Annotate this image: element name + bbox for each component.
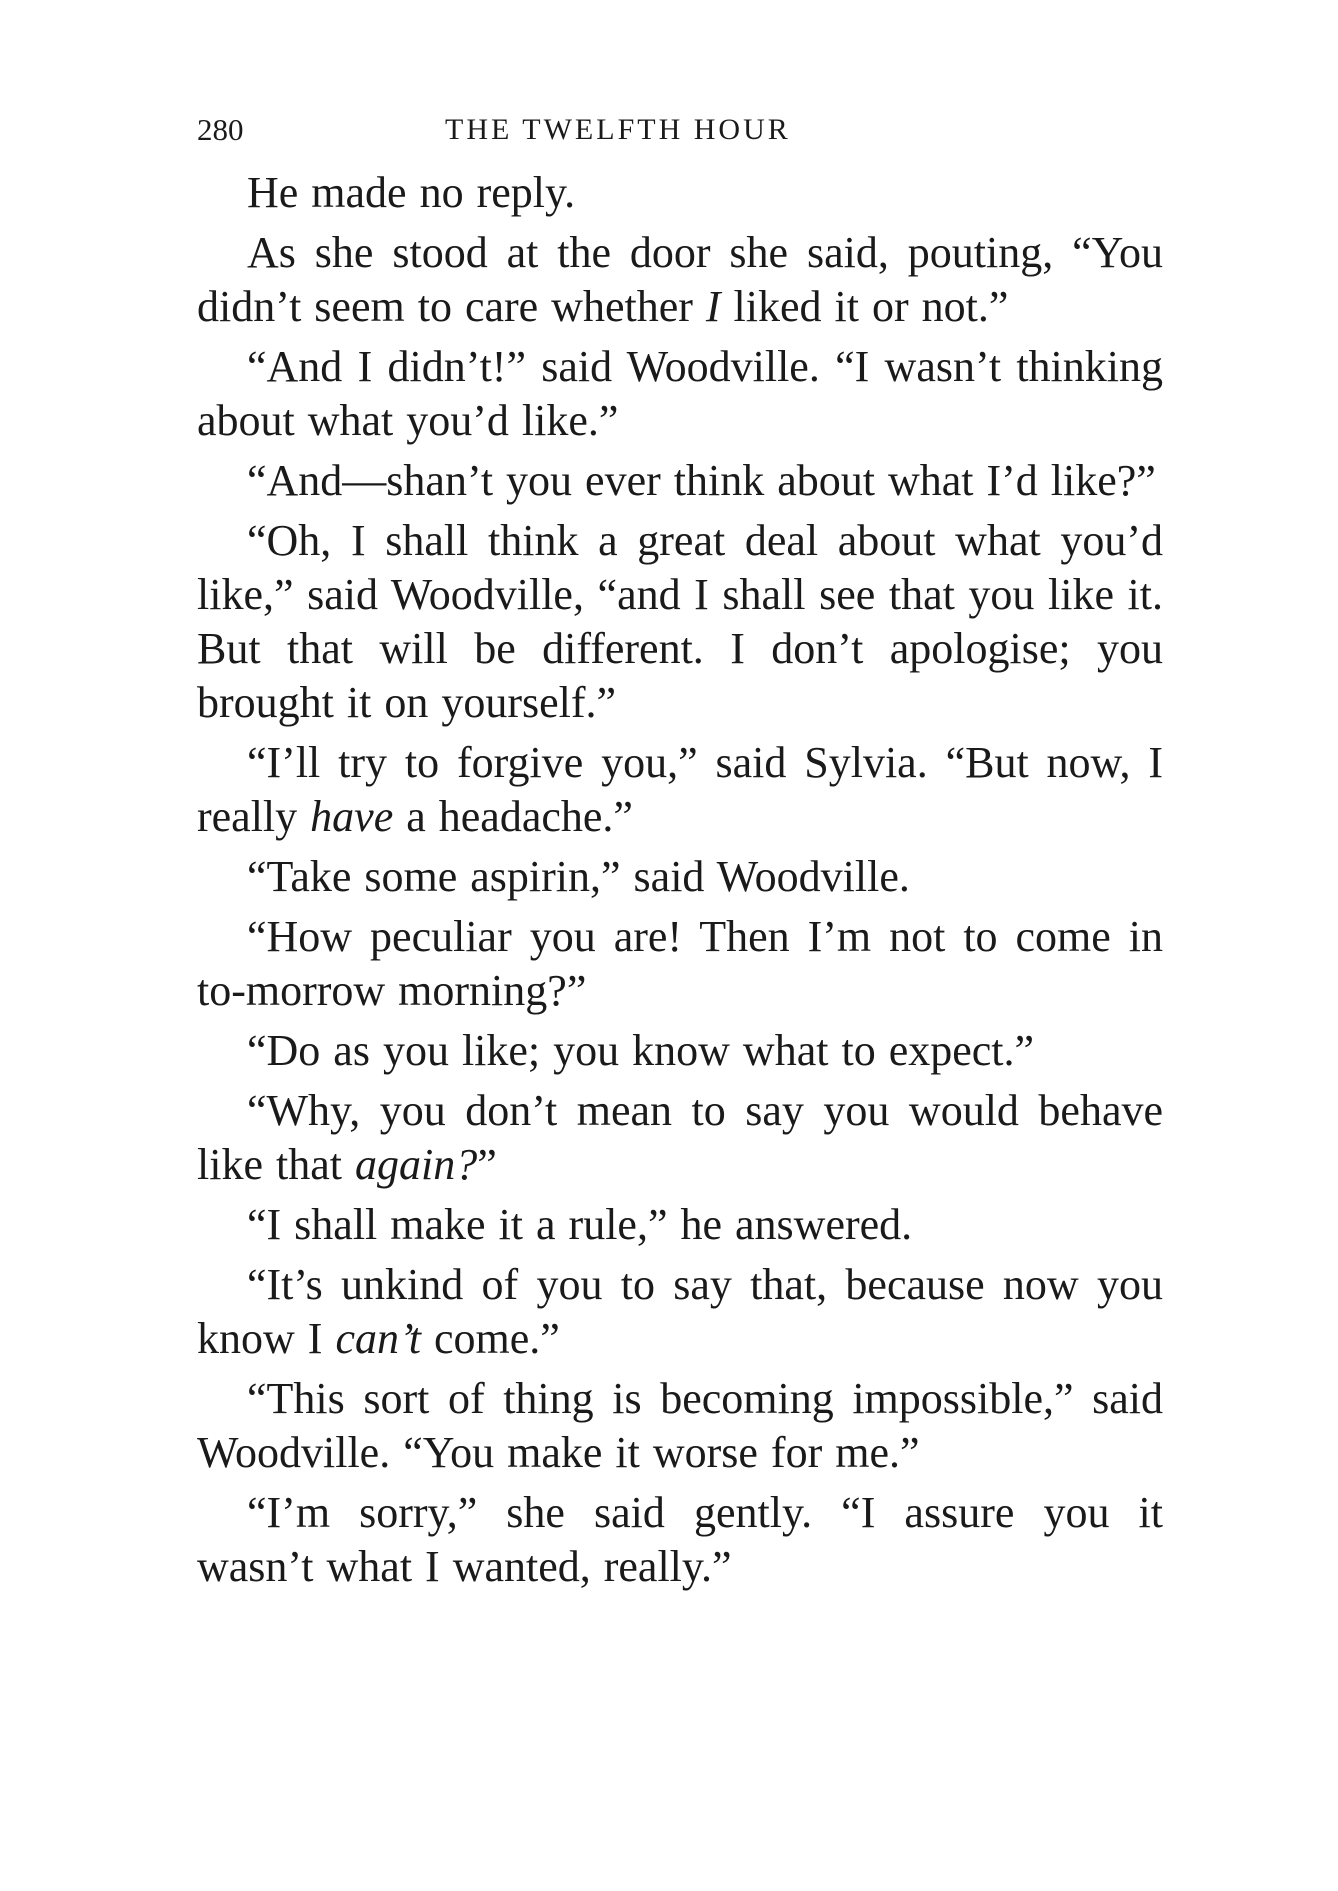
paragraph-text: “Why, you don’t mean to say you would behave like that [197,1086,1163,1189]
paragraph-text: “I shall make it a rule,” he answered. [247,1200,913,1249]
paragraph-text: He made no reply. [247,168,576,217]
italic-text: have [310,792,394,841]
paragraph-text: “And—shan’t you ever think about what I’d like?” [247,456,1156,505]
paragraph [197,166,1163,220]
paragraph [197,340,1163,448]
paragraph-text: “How peculiar you are! Then I’m not to come in to-morrow morning?” [197,912,1163,1015]
paragraph [197,226,1163,334]
paragraph [197,1198,1163,1252]
paragraph [197,1084,1163,1192]
paragraph-text: a headache.” [393,792,633,841]
paragraph-text: “Oh, I shall think a great deal about what you’d like,” said Woodville, “and I shall see that you like it. But that will be different. I don’t apologise; you brought it on yourself.” [197,516,1163,727]
paragraph-text: “It’s unkind of you to say that, because now you know I [197,1260,1163,1363]
paragraph-text: ” [477,1140,497,1189]
paragraph [197,1258,1163,1366]
paragraph [197,454,1163,508]
paragraph [197,736,1163,844]
page-number: 280 [197,112,244,147]
paragraph-text: “I’m sorry,” she said gently. “I assure you it wasn’t what I wanted, really.” [197,1488,1163,1591]
book-page [197,108,1163,1600]
paragraph [197,1372,1163,1480]
running-head [197,108,1163,152]
paragraph-text: come.” [420,1314,560,1363]
paragraph-text: “I’ll try to forgive you,” said Sylvia. “But now, I really [197,738,1163,841]
body-text [197,166,1163,1594]
paragraph [197,910,1163,1018]
paragraph-text: “This sort of thing is becoming impossible,” said Woodville. “You make it worse for me.” [197,1374,1163,1477]
paragraph [197,850,1163,904]
paragraph-text: liked it or not.” [720,282,1009,331]
paragraph [197,514,1163,730]
paragraph-text: “Do as you like; you know what to expect.” [247,1026,1035,1075]
running-title: THE TWELFTH HOUR [445,113,791,146]
paragraph-text: “And I didn’t!” said Woodville. “I wasn’t thinking about what you’d like.” [197,342,1163,445]
paragraph-text: As she stood at the door she said, pouting, “You didn’t seem to care whether [197,228,1163,331]
italic-text: can’t [335,1314,421,1363]
italic-text: again? [354,1140,478,1189]
paragraph [197,1024,1163,1078]
paragraph [197,1486,1163,1594]
italic-text: I [705,282,721,331]
paragraph-text: “Take some aspirin,” said Woodville. [247,852,910,901]
